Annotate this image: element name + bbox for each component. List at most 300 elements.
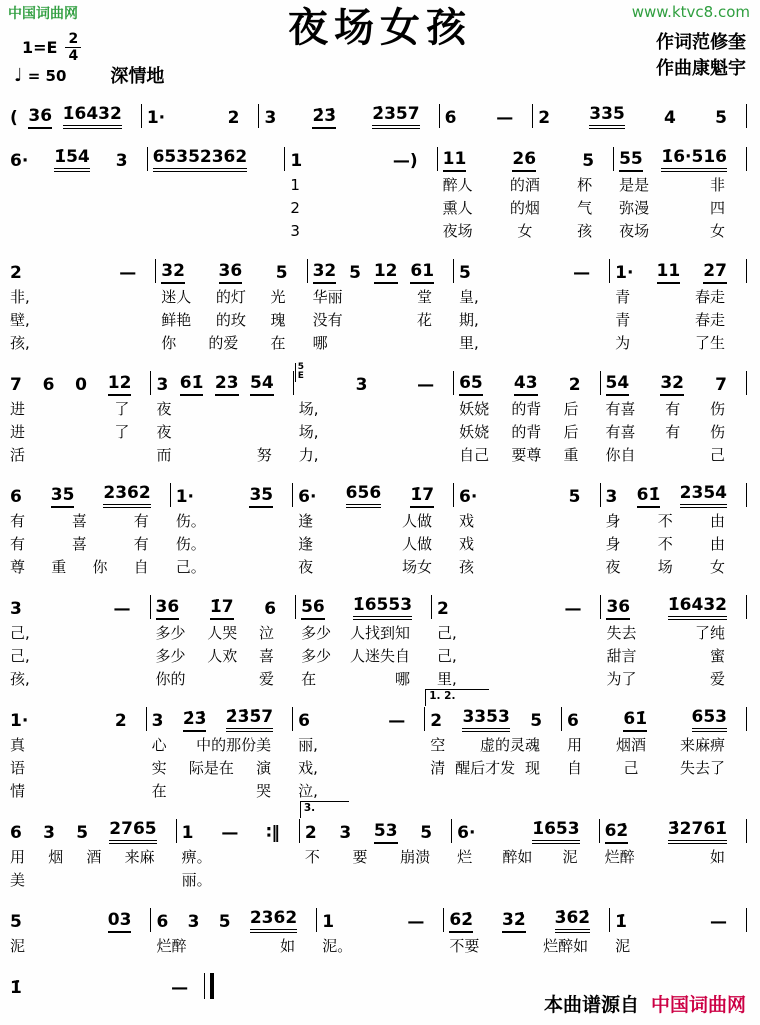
note-group: 61 [410,263,434,284]
lyric-cell [296,510,450,533]
note-group: 1 [322,912,335,932]
lyric-word: 多少 [301,624,332,642]
note-group: 55 [619,151,643,172]
lyric-word: 你 [92,558,108,576]
lyric-cell [299,668,428,691]
lyric-word: 虚的灵魂 [480,736,541,754]
lyric-word: 哭 [256,782,272,800]
lyric-word: 在 [270,334,286,352]
lyric-word: 瑰 [270,311,286,329]
music-system [8,255,750,355]
measure-notes [604,479,743,510]
lyric-word: 妖娆 [459,423,490,441]
lyric-word: 的灯 [215,288,246,306]
lyric-word: 你 [161,334,177,352]
note-group: 32 [313,263,337,284]
key-signature [22,32,81,63]
lyric-word: 活 [10,446,26,464]
lyric-cell [296,556,450,579]
lyric-word: 在 [301,670,317,688]
lyric-word: 1 [290,176,300,194]
lyric-word: 的背 [511,423,542,441]
note-group: 2 [227,108,240,128]
note-group: 2 [114,711,127,731]
note-group: 2̇3̇ [312,108,336,129]
tempo-marking [14,65,66,86]
lyric-cell [151,220,282,243]
lyric-cell [296,757,421,780]
lyric-word: 己 [623,759,639,777]
lyric-word: 己, [10,624,30,642]
lyric-cell [296,533,450,556]
lyric-cell [457,556,596,579]
barline [613,147,614,171]
barline [307,259,308,283]
lyric-cell [428,734,558,757]
lyric-word: 哪 [312,334,328,352]
lyric-word: 场, [298,423,319,441]
note-group: — [496,108,514,128]
lyric-word: 伤 [709,400,725,418]
barline [746,147,747,171]
lyric-word: 的酒 [509,176,540,194]
note-group: 3 [10,599,22,619]
lyric-cell [457,533,596,556]
lyric-word: 非 [709,176,725,194]
note-group: 1̇ [615,912,627,932]
measure-notes [617,143,743,174]
lyric-word: 孩 [577,222,593,240]
lyric-cell [154,668,293,691]
lyric-word: 多少 [301,647,332,665]
note-group: 11 [443,151,467,172]
score [0,92,760,1001]
note-group: 6· [298,487,317,507]
lyric-cell [151,174,282,197]
lyric-word: 青 [615,288,631,306]
barline [600,595,601,619]
lyric-cell [8,398,147,421]
barline [746,259,747,283]
barline [155,259,156,283]
lyric-cell [154,398,289,421]
lyric-cell [180,869,296,892]
lyric-word: 了 [114,400,130,418]
note-group: 4 [664,108,676,128]
barline [176,819,177,843]
lyric-cell [8,846,173,869]
lyric-word: 美 [10,871,26,889]
note-group: 2765 [109,821,156,844]
lyric-word: 有喜 [605,423,636,441]
lyric-cell [303,869,448,892]
lyric-word: 有 [133,512,149,530]
note-group: 0 [75,375,87,395]
lyric-word: 如 [280,937,296,955]
barline [453,483,454,507]
lyric-word: 有 [133,535,149,553]
lyric-word: 失去 [606,624,637,642]
lyricist-credit: 作词范修奎 [656,32,746,53]
lyric-cell [174,533,289,556]
measure-notes [435,591,597,622]
source-label: 本曲谱源自 [543,994,639,1016]
lyric-word: 进 [10,423,26,441]
lyric-word: 伤 [709,423,725,441]
measure-notes [311,255,450,286]
lyric-word: 重 [563,446,579,464]
lyric-cell [613,935,743,958]
tempo-row [14,62,164,88]
lyric-word: 清 [430,759,446,777]
lyric-cell [174,510,289,533]
measure-notes [613,904,743,935]
lyric-word: 的背 [511,400,542,418]
note-group: 2 [538,108,551,128]
note-group: 1 [181,823,194,843]
lyric-word: 场女 [402,558,433,576]
note-group: 26 [512,151,536,172]
lyric-cell [604,510,743,533]
lyric-cell [8,668,147,691]
lyric-word: 皇, [459,288,479,306]
lyric-word: 的烟 [509,199,540,217]
barline [150,371,151,395]
lyric-cell [159,286,303,309]
measure-notes [604,591,743,622]
lyric-word: 夜 [156,423,172,441]
lyric-cell [604,556,743,579]
note-group: 3̇62̇ [555,910,591,933]
lyric-word: 喜 [71,512,87,530]
site-url-watermark: www.ktvc8.com [631,3,750,21]
lyric-cell [435,668,597,691]
lyric-word: 泥 [10,937,26,955]
key-change-part: E [297,371,304,382]
note-group: — [119,263,137,283]
lyric-cell [604,622,743,645]
lyric-word: 期, [459,311,479,329]
lyric-word: 演 [256,759,272,777]
lyric-cell [455,869,595,892]
note-group: 1̇7 [410,487,434,508]
lyric-cell [154,935,313,958]
measure-notes [296,703,421,734]
lyric-word: 烂 [457,848,473,866]
lyric-word: 身 [605,512,621,530]
lyric-cell [297,398,450,421]
lyric-word: 用 [10,848,26,866]
credits [656,30,746,82]
lyric-cell [457,444,596,467]
barline [299,819,300,843]
lyric-cell [299,645,428,668]
note-group: 1̇7 [210,599,234,620]
lyric-cell [311,286,450,309]
note-group: 1· [615,263,634,283]
lyric-word: 丽, [298,736,318,754]
lyric-word: 多少 [155,624,186,642]
lyric-word: 孩 [459,558,475,576]
lyric-word: 自 [133,558,149,576]
note-group: 6 [298,711,310,731]
lyric-word: 熏人 [442,199,473,217]
measure-notes [8,100,138,131]
lyric-word: 有 [665,423,681,441]
note-group: 5 [459,263,471,283]
note-group: 335 [589,106,625,129]
measure-notes [154,904,313,935]
lyric-word: 堂 [417,288,433,306]
barline [600,483,601,507]
lyric-word: 中的那份美 [196,736,272,754]
note-group: 65 [459,375,483,396]
measure-notes [603,815,743,846]
lyric-cell [613,309,743,332]
note-group: 2 [430,711,443,731]
note-group: 62̇ [449,912,473,933]
lyric-cell [159,309,303,332]
note-group: 3̇2761̇ [668,821,727,844]
lyric-word: 要 [352,848,368,866]
lyric-word: 由 [709,512,725,530]
lyric-word: 伤。 [175,512,206,530]
note-group: 3 [339,823,352,843]
note-group: 2362 [103,485,150,508]
note-group: 03 [108,912,132,933]
music-system [8,904,750,958]
lyric-word: 花 [417,311,433,329]
lyric-word: 人哭 [207,624,238,642]
measure-notes [8,591,147,622]
measure-notes [299,591,428,622]
note-group: 5 [530,711,543,731]
lyric-word: 孩, [10,334,30,352]
note-group: 1̇653 [532,821,579,844]
barline [292,707,293,731]
barline [147,147,148,171]
barline [451,819,452,843]
note-group: 2354 [680,485,727,508]
lyric-cell [150,734,289,757]
note-group: 2̇357 [372,106,419,129]
lyric-word: 夜 [605,558,621,576]
measure-notes [8,815,173,846]
music-system [8,362,750,467]
lyric-word: 自己 [459,446,490,464]
note-group: 6 [10,487,22,507]
lyric-cell [441,220,610,243]
note-group: 35 [51,487,75,508]
lyric-word: 醒后才发 [455,759,516,777]
measure-notes [443,100,530,131]
lyric-cell [174,556,289,579]
note-group: 5 [582,151,595,171]
lyric-cell [457,286,606,309]
barline [609,908,610,932]
lyric-word: 不 [657,535,673,553]
score-footer [544,990,746,1017]
measure-notes [174,479,289,510]
lyric-word: 弥漫 [619,199,650,217]
lyric-word: 鲜艳 [161,311,192,329]
lyric-cell [299,622,428,645]
lyric-word: 戏 [459,512,475,530]
lyric-cell [604,645,743,668]
lyric-cell [604,421,743,444]
note-group: 36 [28,108,52,129]
lyric-word: 力, [298,446,319,464]
barline [316,908,317,932]
lyric-word: 烂醉如 [543,937,589,955]
note-group: 23 [215,375,239,396]
lyric-word: 失去了 [679,759,725,777]
barline [746,483,747,507]
note-group: — [710,912,727,932]
lyric-cell [565,757,743,780]
lyric-word: 逢 [298,512,314,530]
lyric-word: 己。 [175,558,206,576]
lyric-cell [613,332,743,355]
expression-marking: 深情地 [110,66,165,87]
lyric-cell [604,398,743,421]
lyric-word: 为了 [606,670,637,688]
lyric-word: 女 [709,558,725,576]
meter-denominator: 4 [68,48,79,64]
lyric-word: 身 [605,535,621,553]
measure-notes [150,703,289,734]
barline [609,259,610,283]
lyric-word: 后 [563,423,579,441]
lyric-cell [154,444,289,467]
note-group: 61̇ [637,487,661,508]
lyric-cell [8,332,152,355]
lyric-word: 丽。 [181,871,212,889]
measure-notes [303,802,448,846]
lyric-word: 伤。 [175,535,206,553]
barline [258,104,259,128]
measure-notes [8,703,143,734]
note-group: 2 [304,823,317,843]
note-group: 1̇6553 [353,597,412,620]
site-watermark: 中国词曲网 [8,6,78,22]
note-group: — [407,912,425,932]
lyric-word: 气 [577,199,593,217]
lyric-word: 而 [156,446,172,464]
lyric-word: 多少 [155,647,186,665]
lyric-word: 喜 [259,647,275,665]
lyric-word: 实 [151,759,167,777]
note-group: 6 [10,823,22,843]
measure-notes [297,362,450,398]
barline [746,707,747,731]
lyric-cell [428,757,558,780]
barline [453,371,454,395]
note-group: 53 [374,823,398,844]
lyric-word: 了生 [694,334,725,352]
note-group: 1· [146,108,166,128]
note-group: 2 [437,599,449,619]
barline [599,819,600,843]
lyric-word: 夜场 [619,222,650,240]
note-group: 1̇54 [54,149,90,172]
note-group: 54 [250,375,274,396]
lyric-cell [8,309,152,332]
barline [439,104,440,128]
note-group: 7 [715,375,727,395]
barline [746,908,747,932]
lyric-word: 女 [517,222,533,240]
lyric-word: 蜜 [709,647,725,665]
measure-notes [159,255,303,286]
lyric-word: 甜言 [606,647,637,665]
note-group: 12 [374,263,398,284]
note-group: 2 [568,375,581,395]
lyric-word: 自 [567,759,583,777]
lyric-cell [457,421,596,444]
lyric-cell [604,444,743,467]
lyric-cell [457,510,596,533]
lyric-word: 不要 [449,937,480,955]
lyric-cell [154,421,289,444]
measure-notes [262,100,435,131]
lyric-cell [297,444,450,467]
measure-notes [8,970,204,1001]
lyric-word: 努 [256,446,272,464]
lyric-word: 2 [290,199,300,217]
note-group: 6 [42,375,55,395]
lyric-cell [447,935,606,958]
lyric-word: 己, [10,647,30,665]
lyric-cell [457,398,596,421]
lyric-word: 的爱 [208,334,239,352]
lyric-word: 情 [10,782,26,800]
note-group: 3 [355,375,368,395]
barline [295,595,296,619]
lyric-word: 真 [10,736,26,754]
note-group: 1̇6432 [668,597,727,620]
lyric-word: 己, [437,647,457,665]
barline [170,483,171,507]
lyric-cell [150,780,289,803]
lyric-word: 壁, [10,311,30,329]
lyric-cell [603,869,743,892]
lyric-cell [457,332,606,355]
note-group: 36 [156,599,180,620]
note-group: 2362 [250,910,297,933]
measure-notes [288,143,433,174]
lyric-cell [428,780,558,803]
lyric-word: 华丽 [312,288,343,306]
note-group: 32̇ [502,912,526,933]
lyric-word: 人欢 [207,647,238,665]
lyric-cell [8,556,167,579]
measure-notes [428,690,558,734]
lyric-word: 了 [114,423,130,441]
lyric-word: 在 [151,782,167,800]
lyric-word: 四 [709,199,725,217]
measure-notes [8,255,152,286]
lyric-cell [303,846,448,869]
note-group: 6 [264,599,277,619]
note-group: — [564,599,582,619]
note-group: 5 [715,108,727,128]
measure-notes [296,479,450,510]
note-group: 6· [459,487,478,507]
lyric-cell [8,444,147,467]
measure-notes [151,143,282,174]
note-group: 35 [249,487,273,508]
